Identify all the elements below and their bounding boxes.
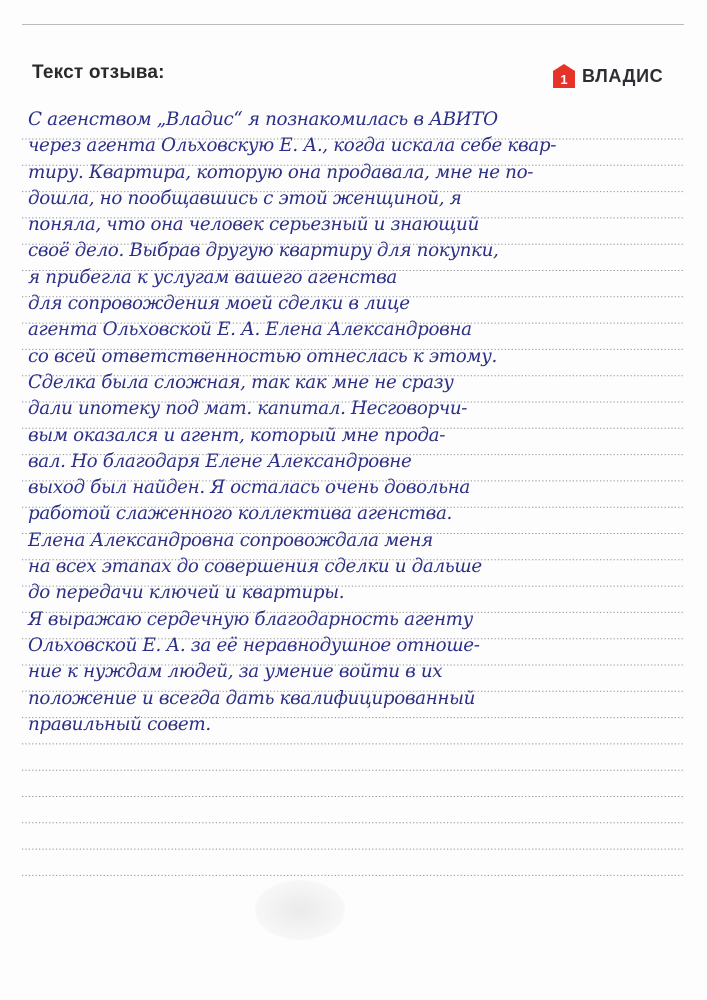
handwritten-line: ние к нуждам людей, за умение войти в их (28, 661, 443, 683)
handwritten-line: дали ипотеку под мат. капитал. Несговорчи- (28, 398, 468, 420)
scan-smudge (255, 880, 345, 940)
handwritten-line: правильный совет. (28, 713, 211, 735)
handwritten-line: работой слаженного коллектива агенства. (28, 503, 452, 525)
handwritten-line: своё дело. Выбрав другую квартиру для покупки, (28, 240, 499, 262)
handwritten-line: тиру. Квартира, которую она продавала, мне не по- (28, 161, 534, 183)
brand-logo (553, 62, 663, 90)
handwritten-line: С агенством „Владис“ я познакомилась в АВИТО (28, 109, 498, 130)
handwritten-line: агента Ольховской Е. А. Елена Александровна (28, 319, 472, 341)
handwritten-line: на всех этапах до совершения сделки и дальше (28, 556, 482, 578)
handwritten-line: выход был найден. Я осталась очень довольна (28, 477, 470, 499)
handwritten-line: Я выражаю сердечную благодарность агенту (28, 608, 473, 630)
brand-name: ВЛАДИС (582, 65, 664, 86)
handwritten-line: через агента Ольховскую Е. А., когда искала себе квар- (28, 135, 557, 157)
handwritten-line: Сделка была сложная, так как мне не сразу (28, 371, 454, 393)
form-title: Текст отзыва: (32, 62, 165, 83)
logo-mark-digit: 1 (560, 72, 568, 87)
handwritten-line: положение и всегда дать квалифицированный (28, 687, 476, 709)
handwritten-line: Елена Александровна сопровождала меня (28, 529, 433, 551)
handwritten-line: вым оказался и агент, который мне прода- (28, 424, 446, 446)
handwritten-line: дошла, но пообщавшись с этой женщиной, я (28, 187, 462, 209)
handwritten-line: я прибегла к услугам вашего агенства (28, 266, 397, 288)
handwritten-line: до передачи ключей и квартиры. (28, 582, 345, 604)
handwritten-line: Ольховской Е. А. за её неравнодушное отноше- (28, 634, 480, 656)
handwritten-line: поняла, что она человек серьезный и знающий (28, 214, 479, 236)
handwritten-line: со всей ответственностью отнеслась к этому. (28, 345, 497, 367)
handwritten-line: для сопровождения моей сделки в лице (28, 293, 410, 315)
handwritten-review (28, 107, 688, 738)
handwritten-line: вал. Но благодаря Елене Александровне (28, 450, 412, 472)
top-divider (22, 24, 684, 25)
logo-mark-icon (553, 64, 575, 88)
